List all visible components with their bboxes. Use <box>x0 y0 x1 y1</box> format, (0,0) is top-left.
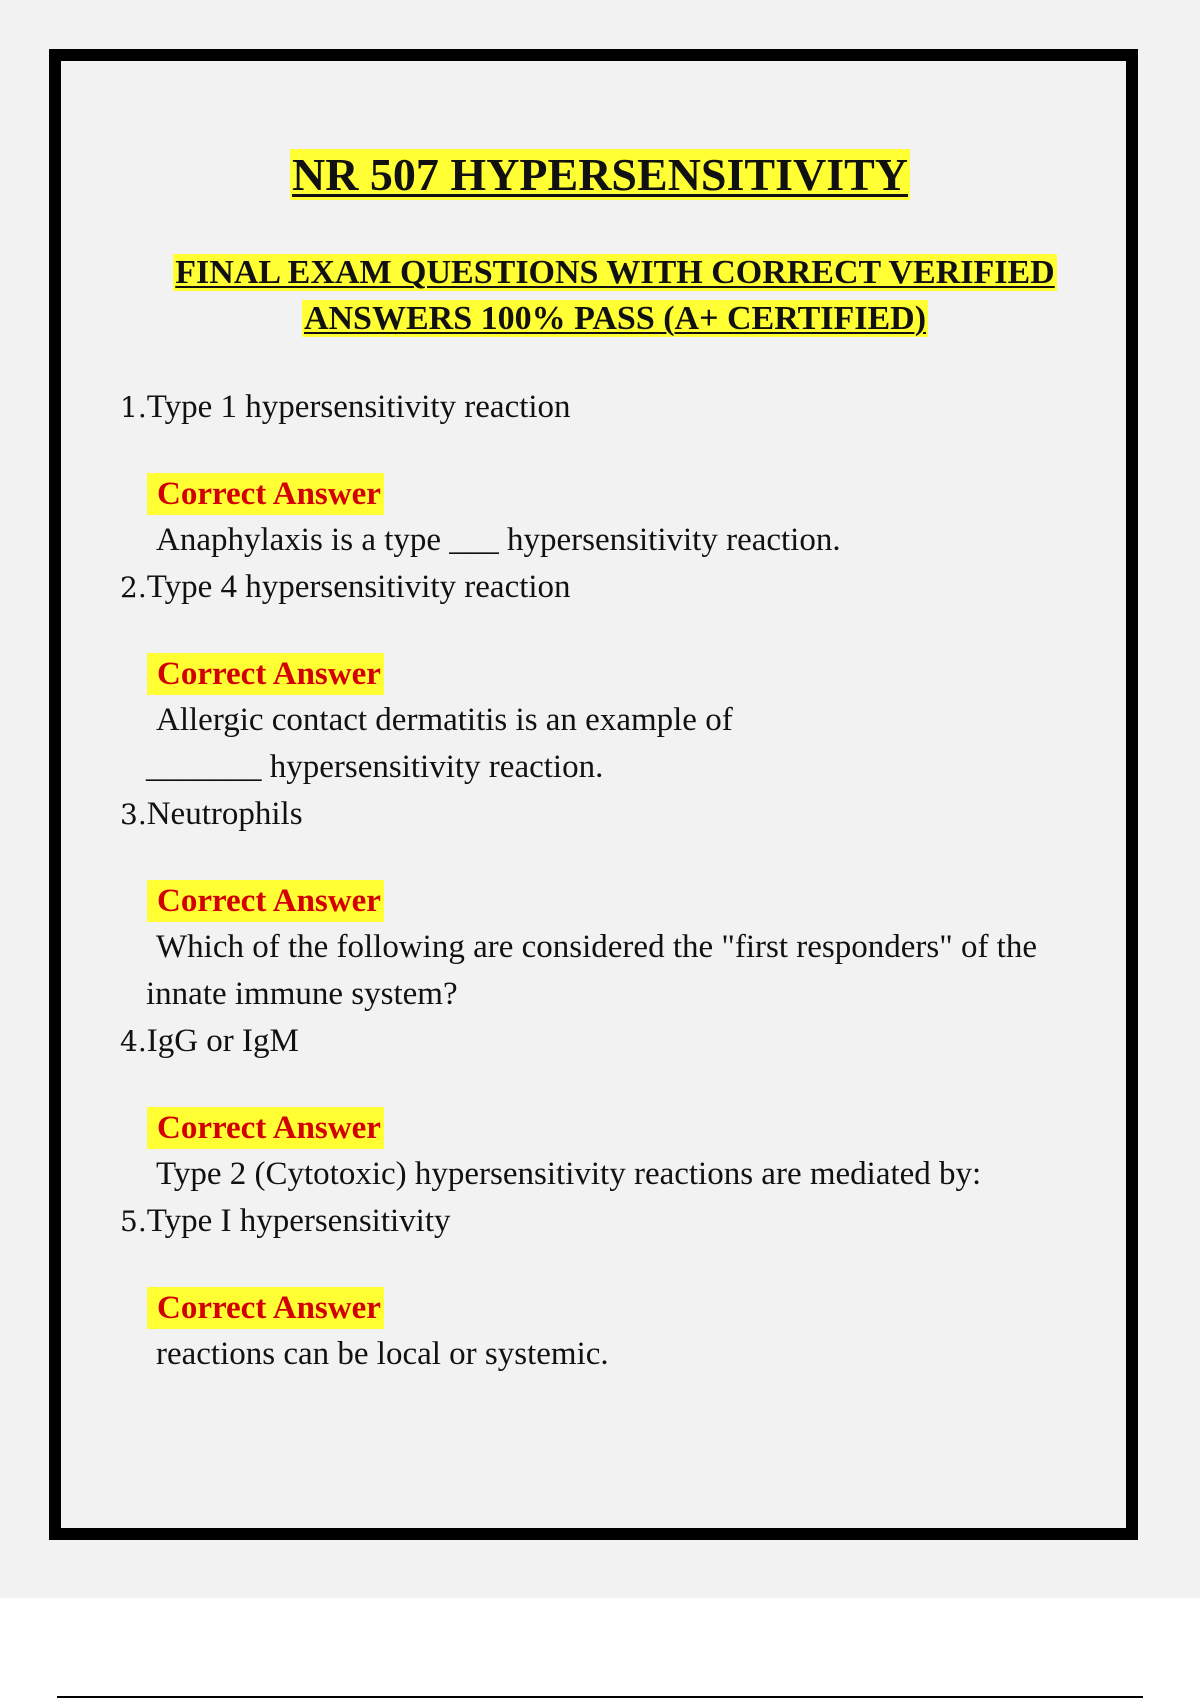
question-4 <box>120 1018 1100 1065</box>
correct-answer-label: Correct Answer <box>147 653 384 695</box>
question-1 <box>120 384 1100 431</box>
question-list <box>120 384 1100 1378</box>
correct-answer-label: Correct Answer <box>147 1107 384 1149</box>
question-item-5 <box>120 1198 1100 1378</box>
question-2 <box>120 564 1100 611</box>
question-item-1 <box>120 384 1100 564</box>
question-item-4 <box>120 1018 1100 1198</box>
question-5 <box>120 1198 1100 1245</box>
answer-text-1: Anaphylaxis is a type ___ hypersensitivity reaction. <box>156 522 841 558</box>
question-number: 4. <box>120 1025 147 1058</box>
correct-answer-label: Correct Answer <box>147 1287 384 1329</box>
answer-text-2: Allergic contact dermatitis is an example of _______ hypersensitivity reaction. <box>146 702 733 785</box>
question-text: Type 4 hypersensitivity reaction <box>146 569 571 605</box>
answer-text-5: reactions can be local or systemic. <box>156 1336 609 1372</box>
question-item-3 <box>120 791 1100 1018</box>
question-item-2 <box>120 564 1100 791</box>
question-number: 5. <box>120 1205 147 1238</box>
question-number: 2. <box>120 571 147 604</box>
question-text: Type 1 hypersensitivity reaction <box>146 389 571 425</box>
question-3 <box>120 791 1100 838</box>
document-subtitle: FINAL EXAM QUESTIONS WITH CORRECT VERIFIED ANSWERS 100% PASS (A+ CERTIFIED) <box>175 254 1055 337</box>
answer-text-3: Which of the following are considered the "first responders" of the innate immune system? <box>146 929 1037 1012</box>
answer-text-4: Type 2 (Cytotoxic) hypersensitivity reactions are mediated by: <box>156 1156 982 1192</box>
question-text: Type I hypersensitivity <box>146 1203 451 1239</box>
question-text: Neutrophils <box>146 796 303 832</box>
page-divider <box>57 1696 1143 1698</box>
question-number: 3. <box>120 798 147 831</box>
document-title: NR 507 HYPERSENSITIVITY <box>291 149 908 200</box>
correct-answer-label: Correct Answer <box>147 880 384 922</box>
question-text: IgG or IgM <box>146 1023 299 1059</box>
question-number: 1. <box>120 391 147 424</box>
correct-answer-label: Correct Answer <box>147 473 384 515</box>
